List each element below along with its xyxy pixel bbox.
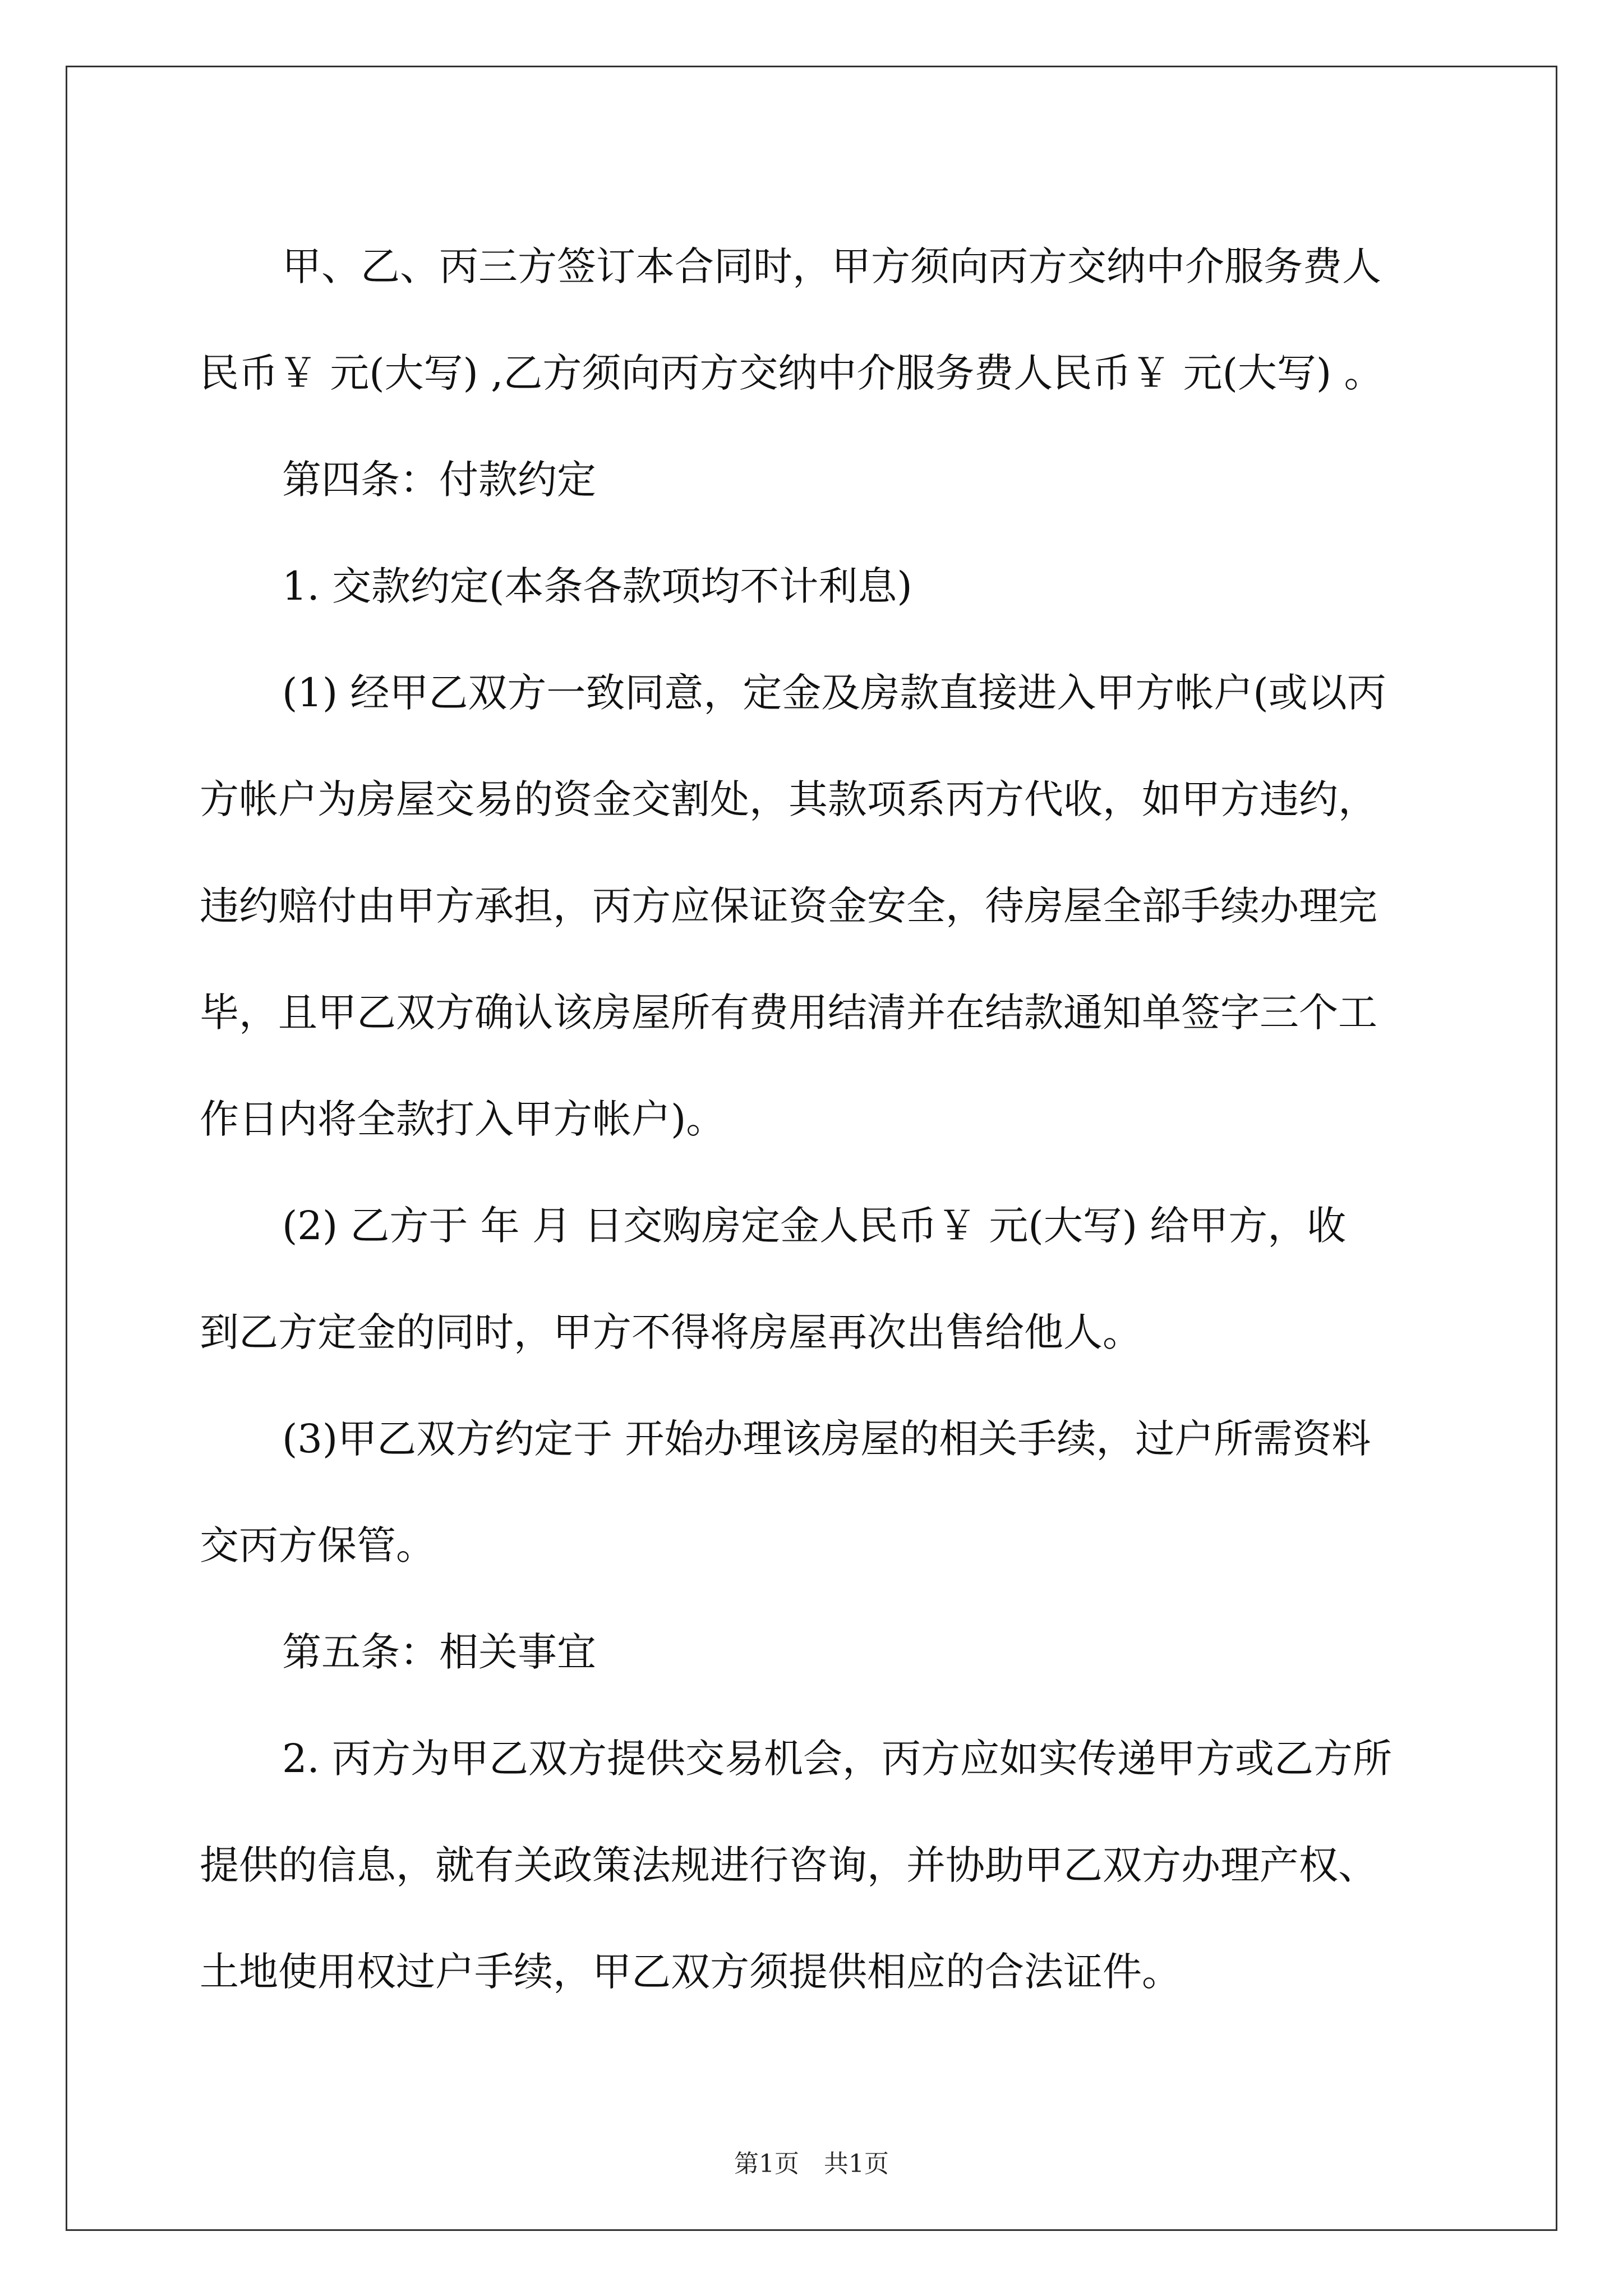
paragraph-line: 提供的信息，就有关政策法规进行咨询，并协助甲乙双方办理产权、	[200, 1842, 1377, 1888]
paragraph-line: (3)甲乙双方约定于 开始办理该房屋的相关手续，过户所需资料	[282, 1416, 1371, 1462]
paragraph-line: (2) 乙方于 年 月 日交购房定金人民币￥ 元(大写) 给甲方，收	[282, 1203, 1347, 1249]
section-heading: 第四条：付款约定	[282, 457, 596, 503]
paragraph-line: 甲、乙、丙三方签订本合同时，甲方须向丙方交纳中介服务费人	[282, 243, 1381, 289]
paragraph-line: 违约赔付由甲方承担，丙方应保证资金安全，待房屋全部手续办理完	[200, 883, 1377, 929]
paragraph-line: 方帐户为房屋交易的资金交割处，其款项系丙方代收，如甲方违约，	[200, 776, 1377, 822]
paragraph-line: 2. 丙方为甲乙双方提供交易机会，丙方应如实传递甲方或乙方所	[282, 1736, 1393, 1782]
section-heading: 第五条：相关事宜	[282, 1629, 596, 1675]
paragraph-line: 到乙方定金的同时，甲方不得将房屋再次出售给他人。	[200, 1309, 1142, 1355]
document-body	[200, 213, 1490, 2025]
page-number-footer: 第1页 共1页	[734, 2150, 889, 2178]
paragraph-line: 1. 交款约定(本条各款项均不计利息)	[282, 563, 912, 609]
paragraph-line: 毕，且甲乙双方确认该房屋所有费用结清并在结款通知单签字三个工	[200, 990, 1377, 1036]
paragraph-line: 土地使用权过户手续，甲乙双方须提供相应的合法证件。	[200, 1949, 1181, 1995]
paragraph-line: 交丙方保管。	[200, 1522, 435, 1568]
paragraph-line: 民币￥ 元(大写) ,乙方须向丙方交纳中介服务费人民币￥ 元(大写) 。	[200, 350, 1384, 396]
paragraph-line: 作日内将全款打入甲方帐户)。	[200, 1096, 726, 1142]
paragraph-line: (1) 经甲乙双方一致同意，定金及房款直接进入甲方帐户(或以丙	[282, 670, 1386, 716]
